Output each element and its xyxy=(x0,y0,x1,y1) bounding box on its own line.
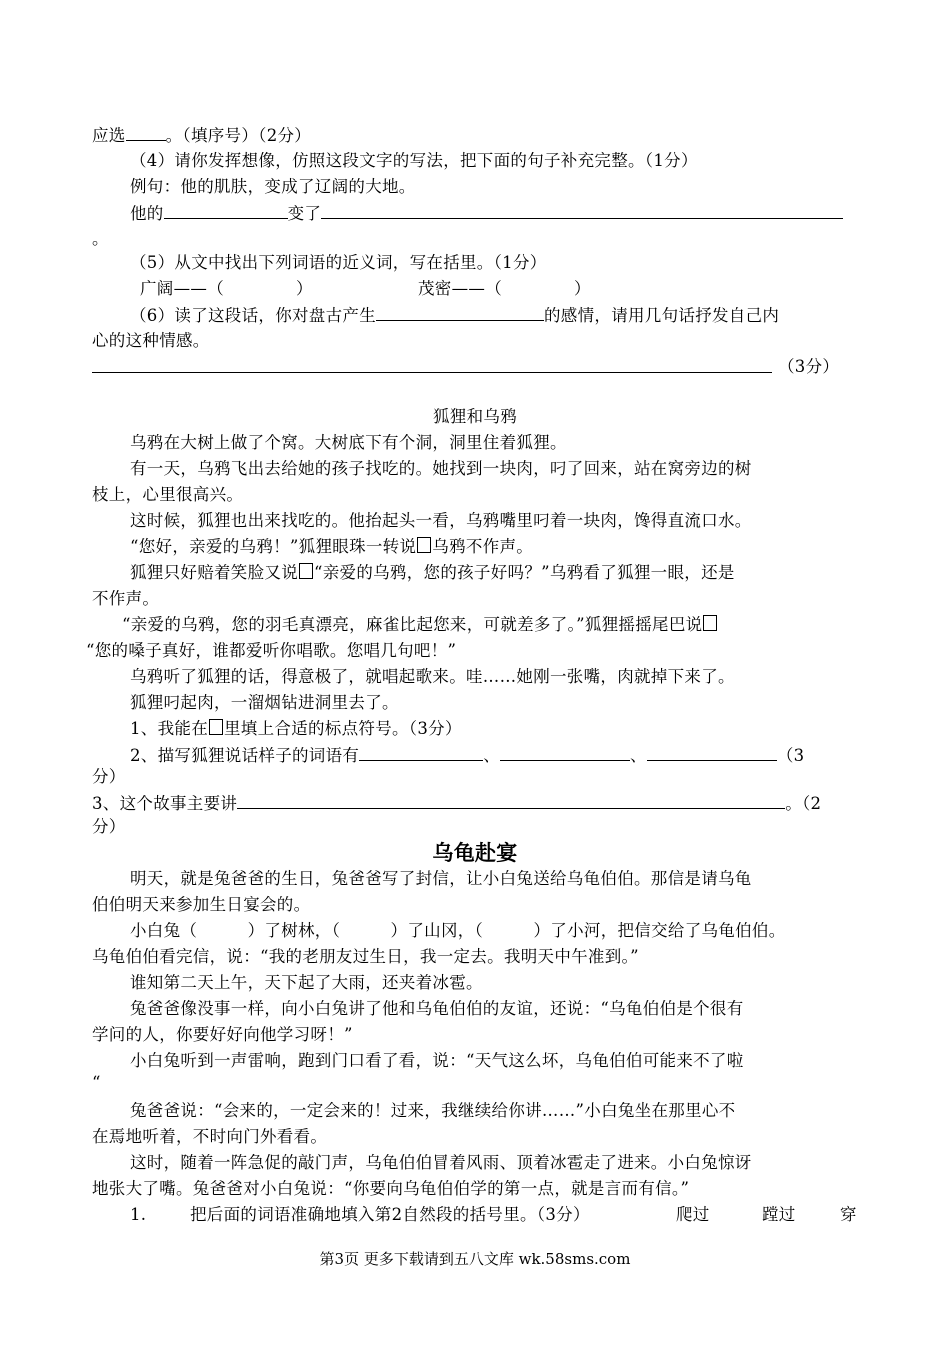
close-paren: ） xyxy=(296,279,313,298)
word-option: 蹚过 xyxy=(762,1205,796,1224)
punctuation-box[interactable] xyxy=(299,563,313,579)
paragraph: 有一天，乌鸦飞出去给她的孩子找吃的。她找到一块肉，叼了回来，站在窝旁边的树 xyxy=(130,459,752,478)
paragraph-wrap: 学问的人，你要好好向他学习呀！” xyxy=(92,1025,353,1044)
paragraph-text: 狐狸只好赔着笑脸又说 xyxy=(130,563,298,582)
separator: 、 xyxy=(483,746,501,765)
paragraph-text: “您好，亲爱的乌鸦！”狐狸眼珠一转说 xyxy=(130,537,417,556)
fill-blank[interactable] xyxy=(647,744,777,761)
paragraph-text: “亲爱的乌鸦，您的羽毛真漂亮，麻雀比起您来，可就差多了。”狐狸摇摇尾巴说 xyxy=(122,615,703,634)
paragraph: 谁知第二天上午，天下起了大雨，还夹着冰雹。 xyxy=(130,973,483,992)
paragraph: 小白兔听到一声雷响，跑到门口看了看，说：“天气这么坏，乌龟伯伯可能来不了啦 xyxy=(130,1051,744,1070)
example-sentence: 例句：他的肌肤，变成了辽阔的大地。 xyxy=(130,177,416,196)
story-title: 乌龟赴宴 xyxy=(432,841,518,865)
word-option: 穿 xyxy=(840,1205,857,1224)
label-ying-xuan: 应选 xyxy=(92,126,126,145)
synonym-maomi: 茂密——（ xyxy=(418,279,502,298)
paragraph: 这时候，狐狸也出来找吃的。他抬起头一看，乌鸦嘴里叼着一块肉，馋得直流口水。 xyxy=(130,511,752,530)
synonym-row xyxy=(140,278,313,300)
paragraph-wrap: 地张大了嘴。兔爸爸对小白兔说：“你要向乌龟伯伯学的第一点，就是言而有信。” xyxy=(92,1179,690,1198)
paragraph-wrap: 不作声。 xyxy=(92,589,160,608)
paragraph-wrap: 伯伯明天来参加生日宴会的。 xyxy=(92,895,311,914)
paragraph xyxy=(130,536,533,558)
fill-blank[interactable] xyxy=(237,792,785,809)
paragraph-wrap: 枝上，心里很高兴。 xyxy=(92,485,244,504)
paragraph-wrap: “您的嗓子真好，谁都爱听你唱歌。您唱几句吧！” xyxy=(86,641,457,660)
question-5: （5）从文中找出下列词语的近义词，写在括里。（1分） xyxy=(130,253,547,272)
question-6 xyxy=(130,304,779,327)
separator: 、 xyxy=(630,746,647,765)
answer-line-1 xyxy=(92,124,311,147)
paragraph: 这时，随着一阵急促的敲门声，乌龟伯伯冒着风雨、顶着冰雹走了进来。小白兔惊讶 xyxy=(130,1153,752,1172)
fill-blank[interactable] xyxy=(164,202,288,219)
period-mark: 。 xyxy=(92,229,109,248)
label-ta-de: 他的 xyxy=(130,204,164,223)
question-4: （4）请你发挥想像，仿照这段文字的写法，把下面的句子补充完整。（1分） xyxy=(130,151,698,170)
question-3 xyxy=(92,792,821,815)
points-wrap: 分） xyxy=(92,767,126,786)
fill-blank[interactable] xyxy=(500,744,630,761)
word-option: 爬过 xyxy=(676,1205,710,1224)
label-bian-le: 变了 xyxy=(287,204,322,223)
paragraph-wrap: 乌龟伯伯看完信，说：“我的老朋友过生日，我一定去。我明天中午准到。” xyxy=(92,947,639,966)
paragraph xyxy=(122,614,718,636)
question-text: 2、描写狐狸说话样子的词语有 xyxy=(130,746,360,765)
label-fill-number: 。（填序号）（2分） xyxy=(165,126,312,145)
paragraph: 狐狸叼起肉，一溜烟钻进洞里去了。 xyxy=(130,693,399,712)
question-text: 3、这个故事主要讲 xyxy=(92,794,238,813)
page-footer: 第3页 更多下载请到五八文库 wk.58sms.com xyxy=(319,1250,631,1268)
paragraph: 兔爸爸像没事一样，向小白兔讲了他和乌龟伯伯的友谊，还说：“乌龟伯伯是个很有 xyxy=(130,999,744,1018)
paragraph-wrap: “ xyxy=(92,1073,101,1092)
question-2 xyxy=(130,744,804,767)
punctuation-box[interactable] xyxy=(703,615,717,631)
paragraph-text: “亲爱的乌鸦，您的孩子好吗？”乌鸦看了狐狸一眼，还是 xyxy=(314,563,735,582)
question-1 xyxy=(130,718,462,740)
story-title: 狐狸和乌鸦 xyxy=(433,407,517,426)
completion-line xyxy=(130,202,843,225)
question-text: 1、我能在 xyxy=(130,719,208,738)
fill-blank[interactable] xyxy=(321,202,843,219)
question-1-number: 1. xyxy=(130,1205,147,1224)
synonym-guangkuo: 广阔——（ xyxy=(140,279,224,298)
paragraph: 乌鸦听了狐狸的话，得意极了，就唱起歌来。哇……她刚一张嘴，肉就掉下来了。 xyxy=(130,667,735,686)
question-6-wrap: 心的这种情感。 xyxy=(92,331,210,350)
question-1: 把后面的词语准确地填入第2自然段的括号里。（3分） xyxy=(190,1205,590,1224)
fill-blank[interactable] xyxy=(126,124,166,141)
paragraph: 明天，就是兔爸爸的生日，兔爸爸写了封信，让小白兔送给乌龟伯伯。那信是请乌龟 xyxy=(130,869,752,888)
question-6-text: （6）读了这段话，你对盘古产生 xyxy=(130,306,376,325)
punctuation-box[interactable] xyxy=(417,537,431,553)
close-paren: ） xyxy=(574,279,591,298)
question-text: 里填上合适的标点符号。（3分） xyxy=(224,719,462,738)
points: （3 xyxy=(776,746,805,765)
paragraph xyxy=(130,562,735,584)
points-wrap: 分） xyxy=(92,817,126,836)
fill-blank[interactable] xyxy=(359,744,483,761)
paragraph: 乌鸦在大树上做了个窝。大树底下有个洞，洞里住着狐狸。 xyxy=(130,433,567,452)
paragraph-wrap: 在焉地听着，不时向门外看看。 xyxy=(92,1127,328,1146)
synonym-row-2 xyxy=(418,278,591,300)
fill-blank[interactable] xyxy=(376,304,544,321)
points: 。（2 xyxy=(785,794,822,813)
paragraph: 小白兔（ ）了树林，（ ）了山冈，（ ）了小河，把信交给了乌龟伯伯。 xyxy=(130,921,786,940)
question-6-text-2: 的感情，请用几句话抒发自己内 xyxy=(544,306,780,325)
answer-line[interactable] xyxy=(92,372,772,373)
points-3: （3分） xyxy=(778,357,840,376)
paragraph-text: 乌鸦不作声。 xyxy=(432,537,534,556)
box-icon xyxy=(209,719,223,735)
paragraph: 兔爸爸说：“会来的，一定会来的！过来，我继续给你讲……”小白兔坐在那里心不 xyxy=(130,1101,736,1120)
